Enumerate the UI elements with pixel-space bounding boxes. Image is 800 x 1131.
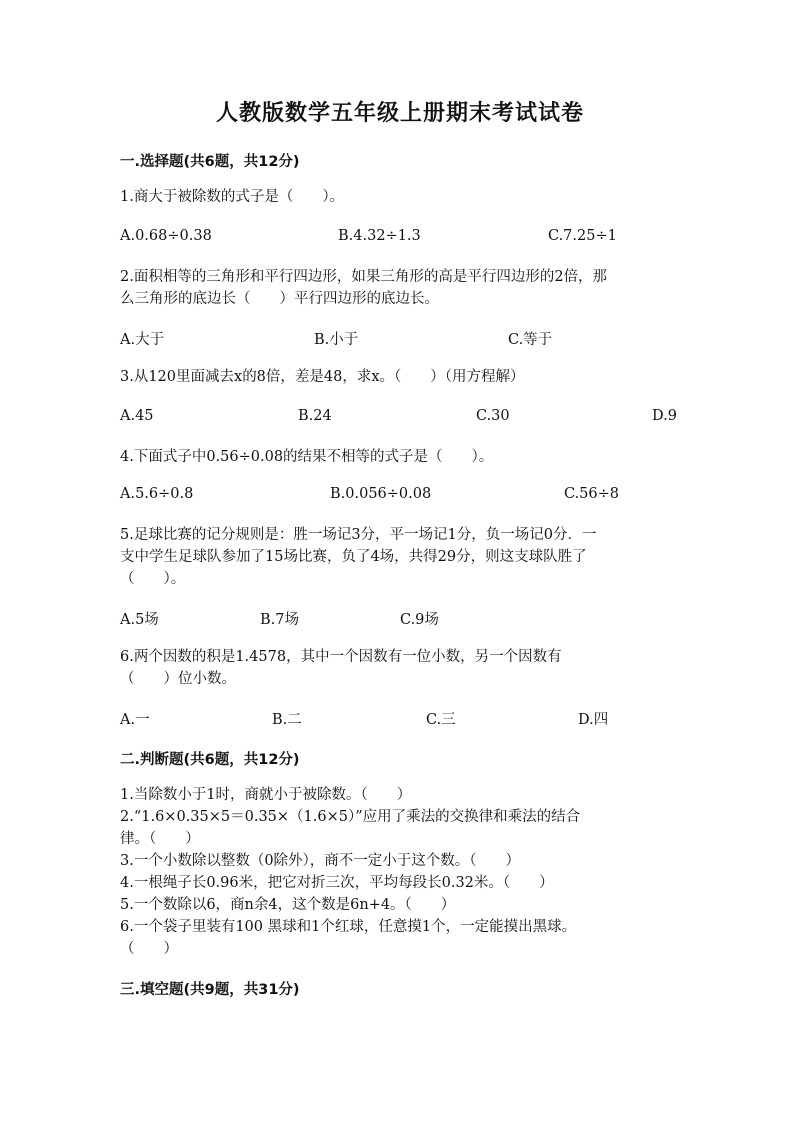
judge-item: 6.一个袋子里装有100 黑球和1个红球，任意摸1个，一定能摸出黑球。 — [120, 919, 577, 935]
question-text: 么三角形的底边长（ ）平行四边形的底边长。 — [120, 291, 439, 307]
option-c: C.7.25÷1 — [548, 228, 617, 244]
question-text: 1.商大于被除数的式子是（ ）。 — [120, 189, 345, 205]
option-a: A.5场 — [120, 612, 159, 628]
page-title: 人教版数学五年级上册期末考试试卷 — [215, 100, 584, 126]
option-a: A.大于 — [120, 332, 165, 348]
judge-item: 2.“1.6×0.35×5＝0.35×（1.6×5）”应用了乘法的交换律和乘法的结合 — [120, 809, 581, 825]
option-c: C.三 — [426, 712, 456, 728]
option-c: C.等于 — [508, 332, 553, 348]
question-text: （ ）。 — [120, 571, 186, 587]
judge-item: 4.一根绳子长0.96米，把它对折三次，平均每段长0.32米。（ ） — [120, 875, 554, 891]
section-heading-judge: 二.判断题(共6题，共12分) — [120, 752, 300, 768]
option-d: D.9 — [652, 408, 677, 424]
option-b: B.4.32÷1.3 — [338, 228, 421, 244]
judge-item: 律。（ ） — [120, 831, 200, 847]
option-b: B.7场 — [260, 612, 299, 628]
option-c: C.30 — [476, 408, 510, 424]
question-text: 3.从120里面减去x的8倍，差是48，求x。（ ）（用方程解） — [120, 369, 525, 385]
question-text: 6.两个因数的积是1.4578，其中一个因数有一位小数，另一个因数有 — [120, 649, 562, 665]
question-text: 2.面积相等的三角形和平行四边形，如果三角形的高是平行四边形的2倍，那 — [120, 269, 608, 285]
option-c: C.9场 — [400, 612, 439, 628]
option-a: A.45 — [120, 408, 154, 424]
option-b: B.0.056÷0.08 — [330, 486, 432, 502]
option-b: B.24 — [298, 408, 332, 424]
judge-item: 5.一个数除以6，商n余4，这个数是6n+4。（ ） — [120, 897, 456, 913]
section-heading-choice: 一.选择题(共6题，共12分) — [120, 154, 300, 170]
judge-item: （ ） — [120, 941, 178, 957]
option-b: B.小于 — [314, 332, 359, 348]
option-a: A.一 — [120, 712, 150, 728]
question-text: 支中学生足球队参加了15场比赛，负了4场，共得29分，则这支球队胜了 — [120, 549, 587, 565]
section-heading-fill: 三.填空题(共9题，共31分) — [120, 982, 300, 998]
question-text: 5.足球比赛的记分规则是：胜一场记3分，平一场记1分，负一场记0分．一 — [120, 527, 597, 543]
option-d: D.四 — [578, 712, 609, 728]
judge-item: 3.一个小数除以整数（0除外），商不一定小于这个数。（ ） — [120, 853, 521, 869]
option-b: B.二 — [272, 712, 302, 728]
option-c: C.56÷8 — [564, 486, 620, 502]
option-a: A.5.6÷0.8 — [120, 486, 194, 502]
question-text: （ ）位小数。 — [120, 671, 236, 687]
option-a: A.0.68÷0.38 — [120, 228, 212, 244]
question-text: 4.下面式子中0.56÷0.08的结果不相等的式子是（ ）。 — [120, 449, 494, 465]
judge-item: 1.当除数小于1时，商就小于被除数。（ ） — [120, 787, 412, 803]
